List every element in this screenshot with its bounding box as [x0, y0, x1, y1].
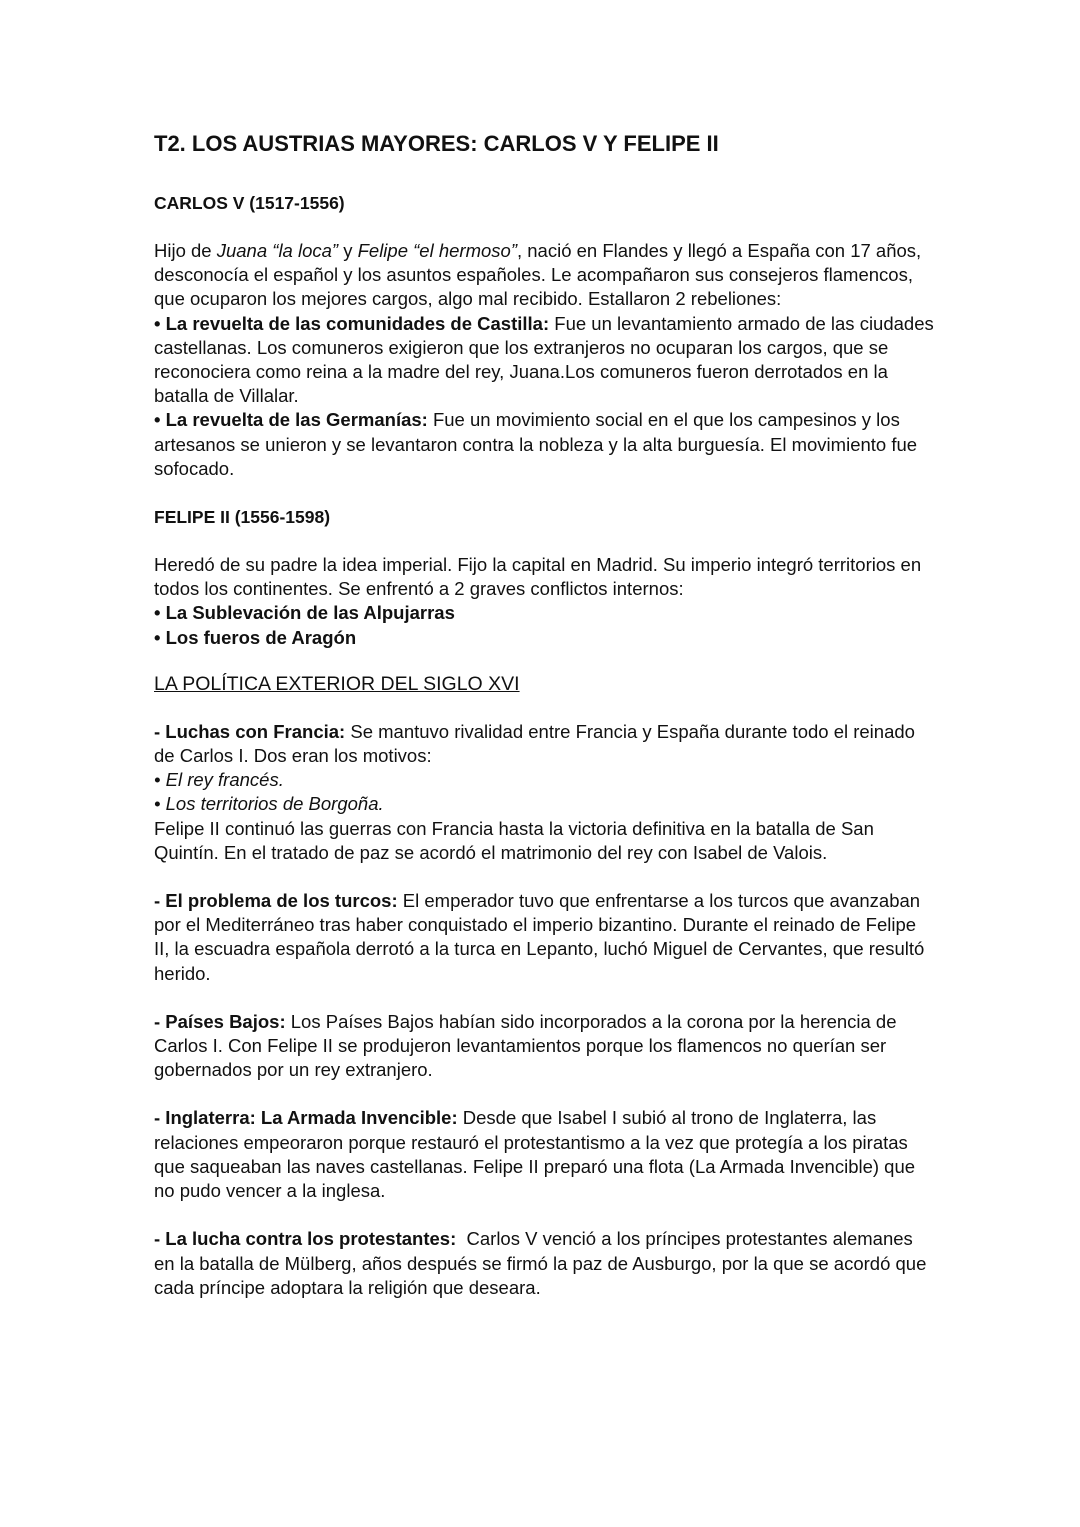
turcos-label: - El problema de los turcos:	[154, 890, 398, 912]
document-page	[154, 130, 934, 1300]
paises-text: Los Países Bajos habían sido incorporados a la corona por la herencia de Carlos I. Con Felipe II se produjeron levantamientos porque los flamencos no querían ser gobernados por un rey extranjero.	[154, 1010, 897, 1081]
exterior-heading: LA POLÍTICA EXTERIOR DEL SIGLO XVI	[154, 672, 520, 695]
germanias-text: Fue un movimiento social en el que los campesinos y los artesanos se unieron y se levantaron contra la nobleza y la alta burguesía. El movimiento fue sofocado.	[154, 409, 918, 479]
inglaterra-text: Desde que Isabel I subió al trono de Inglaterra, las relaciones empeoraron porque restauró el protestantismo a la vez que protegía a los piratas que saqueaban las naves castellanas. Felipe II preparó una flota (La Armada Invencible) que no pudo vencer a la inglesa.	[154, 1107, 916, 1202]
francia-item-1	[154, 768, 934, 792]
francia-text: Se mantuvo rivalidad entre Francia y España durante todo el reinado de Carlos I. Dos eran los motivos:	[154, 720, 915, 767]
felipe-heading: FELIPE II (1556-1598)	[154, 507, 331, 528]
comunidades-text: Fue un levantamiento armado de las ciudades castellanas. Los comuneros exigieron que los extranjeros no ocuparan los cargos, que se reconociera como reina a la madre del rey, Juana.Los comuneros fueron derrotados en la batalla de Villalar.	[154, 312, 934, 407]
paises-label: - Países Bajos:	[154, 1010, 286, 1032]
carlos-intro-juana: Juana “la loca”	[216, 240, 339, 261]
paises-paragraph	[154, 1010, 934, 1083]
turcos-text: El emperador tuvo que enfrentarse a los turcos que avanzaban por el Mediterráneo tras haber conquistado el imperio bizantino. Durante el reinado de Felipe II, la escuadra española derrotó a la turca en Lepanto, luchó Miguel de Cervantes, que resultó herido.	[154, 890, 925, 984]
carlos-intro-text-1: Hijo de	[154, 240, 217, 261]
germanias-label: • La revuelta de las Germanías:	[154, 409, 428, 431]
protestantes-paragraph	[154, 1227, 934, 1300]
felipe-intro: Heredó de su padre la idea imperial. Fijo la capital en Madrid. Su imperio integró territorios en todos los continentes. Se enfrentó a 2 graves conflictos internos:	[154, 554, 922, 600]
carlos-intro-felipe: Felipe “el hermoso”	[357, 240, 517, 261]
felipe-item-1	[154, 601, 934, 625]
francia-label: - Luchas con Francia:	[154, 720, 346, 742]
carlos-intro	[154, 239, 934, 312]
felipe-item-2-text: • Los fueros de Aragón	[154, 626, 357, 648]
comunidades-label: • La revuelta de las comunidades de Castilla:	[154, 312, 550, 334]
protestantes-text: Carlos V venció a los príncipes protestantes alemanes en la batalla de Mülberg, años después se firmó la paz de Ausburgo, por la que se acordó que cada príncipe adoptara la religión que deseara.	[154, 1228, 932, 1298]
document-title: T2. LOS AUSTRIAS MAYORES: CARLOS V Y FELIPE II	[154, 131, 719, 156]
francia-item-2-text: • Los territorios de Borgoña.	[154, 793, 384, 815]
comunidades-paragraph	[154, 312, 934, 409]
felipe-item-2	[154, 626, 934, 650]
turcos-paragraph	[154, 889, 934, 986]
francia-paragraph	[154, 720, 934, 768]
inglaterra-paragraph	[154, 1106, 934, 1203]
germanias-paragraph	[154, 408, 934, 481]
inglaterra-label: - Inglaterra: La Armada Invencible:	[154, 1107, 458, 1129]
francia-paragraph-2: Felipe II continuó las guerras con Francia hasta la victoria definitiva en la batalla de San Quintín. En el tratado de paz se acordó el matrimonio del rey con Isabel de Valois.	[154, 817, 874, 863]
felipe-item-1-text: • La Sublevación de las Alpujarras	[154, 602, 455, 624]
carlos-intro-text-3: , nació en Flandes y llegó a España con 17 años, desconocía el español y los asuntos españoles. Le acompañaron sus consejeros flamencos, que ocuparon los mejores cargos, algo mal recibido. Estallaron 2 rebeliones:	[154, 240, 922, 310]
carlos-heading: CARLOS V (1517-1556)	[154, 193, 345, 213]
francia-item-2	[154, 792, 934, 816]
protestantes-label: - La lucha contra los protestantes:	[154, 1228, 457, 1250]
carlos-intro-text-2: y	[338, 240, 358, 261]
francia-item-1-text: • El rey francés.	[154, 769, 284, 791]
